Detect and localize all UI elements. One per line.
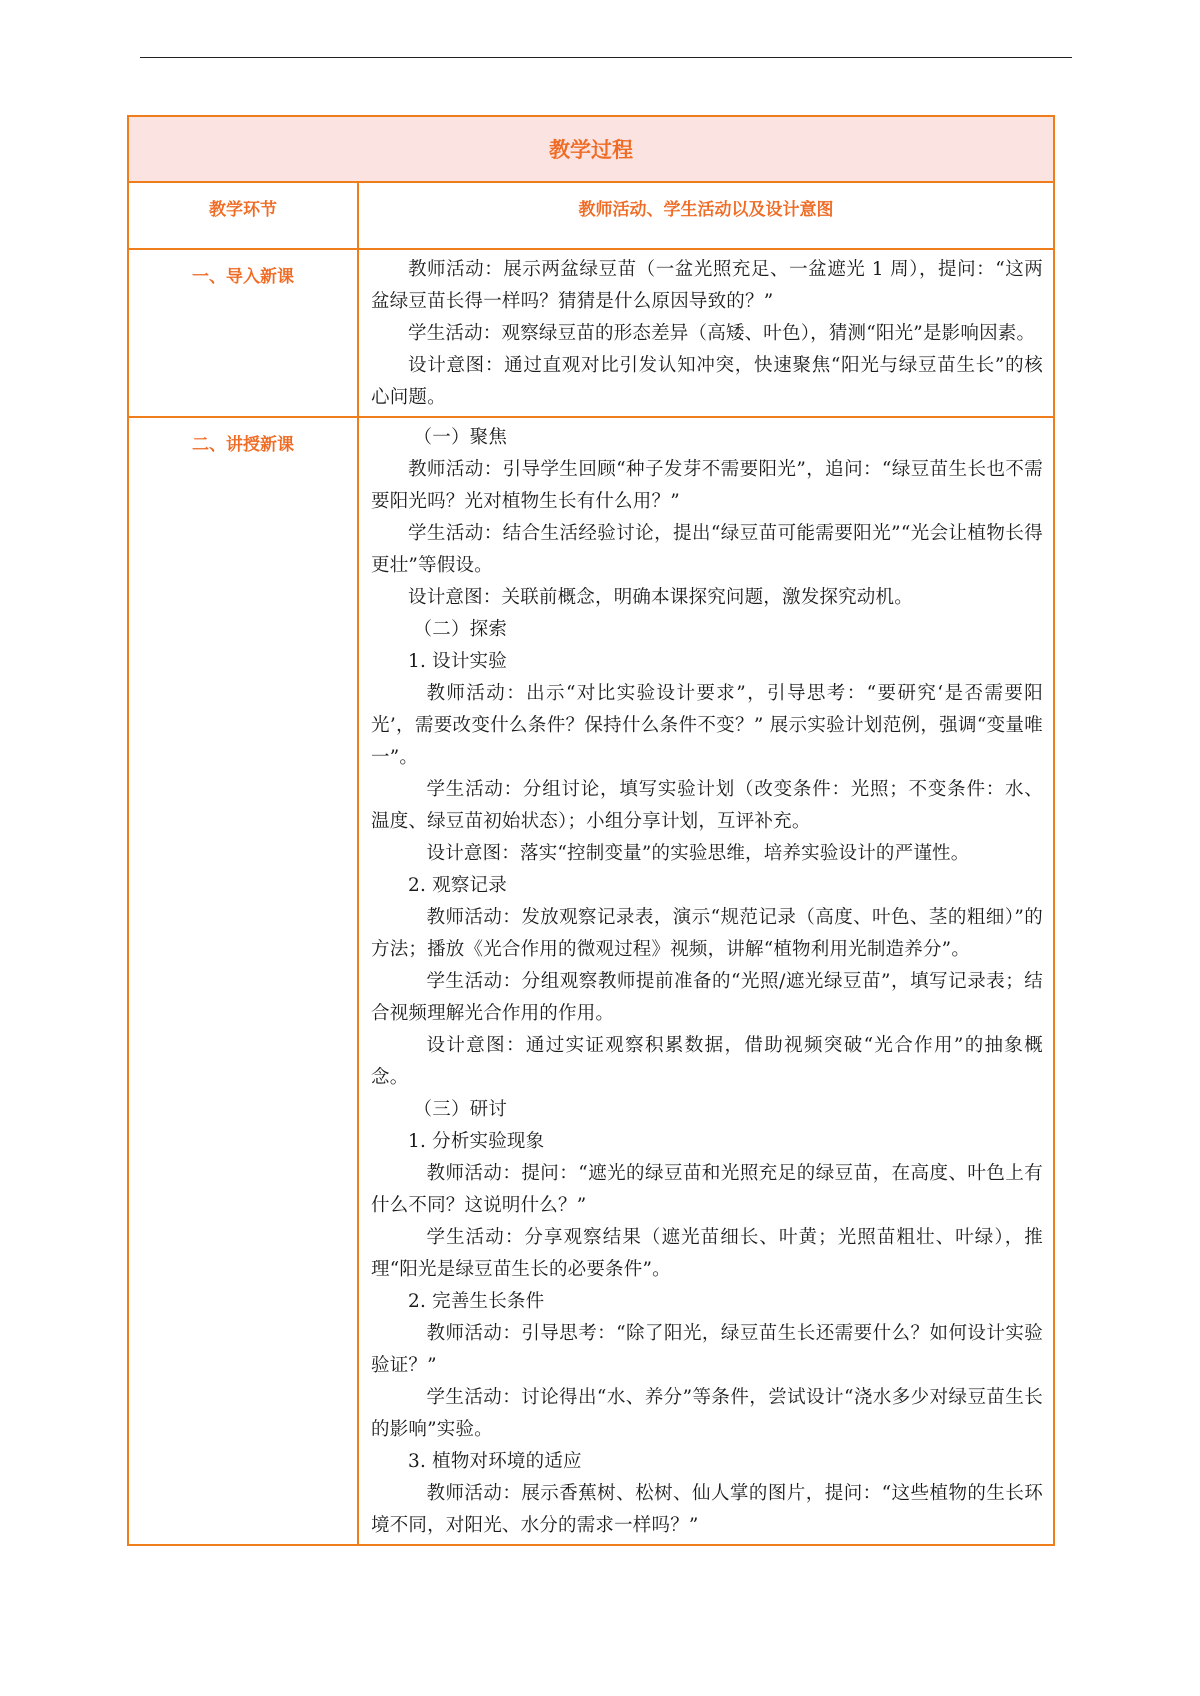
subsection-heading: 1. 分析实验现象 [408, 1131, 545, 1152]
paragraph: 教师活动：展示两盆绿豆苗（一盆光照充足、一盆遮光 1 周），提问：“这两盆绿豆苗长得一样吗？猜猜是什么原因导致的？” [371, 259, 1043, 312]
header-rule [140, 57, 1072, 58]
paragraph: 学生活动：分享观察结果（遮光苗细长、叶黄；光照苗粗壮、叶绿），推理“阳光是绿豆苗生长的必要条件”。 [371, 1227, 1043, 1280]
subsection-heading: 2. 观察记录 [408, 875, 507, 896]
paragraph: 设计意图：落实“控制变量”的实验思维，培养实验设计的严谨性。 [426, 843, 970, 864]
paragraph: 学生活动：分组讨论，填写实验计划（改变条件：光照；不变条件：水、温度、绿豆苗初始状态）；小组分享计划，互评补充。 [371, 779, 1043, 832]
lesson-process-table [127, 115, 1055, 1546]
paragraph: 教师活动：发放观察记录表，演示“规范记录（高度、叶色、茎的粗细）”的方法；播放《光合作用的微观过程》视频，讲解“植物利用光制造养分”。 [371, 907, 1043, 960]
paragraph: 学生活动：讨论得出“水、养分”等条件，尝试设计“浇水多少对绿豆苗生长的影响”实验。 [371, 1387, 1043, 1440]
paragraph: 教师活动：展示香蕉树、松树、仙人掌的图片，提问：“这些植物的生长环境不同，对阳光、水分的需求一样吗？” [371, 1483, 1043, 1536]
paragraph: 设计意图：通过实证观察积累数据，借助视频突破“光合作用”的抽象概念。 [371, 1035, 1043, 1088]
stage-label: 二、讲授新课 [128, 417, 358, 1545]
paragraph: 教师活动：引导思考：“除了阳光，绿豆苗生长还需要什么？如何设计实验验证？” [371, 1323, 1043, 1376]
section-heading: （一）聚焦 [413, 427, 508, 448]
subsection-heading: 3. 植物对环境的适应 [408, 1451, 582, 1472]
table-title: 教学过程 [128, 116, 1054, 182]
table-row [128, 417, 1054, 1545]
stage-label: 一、导入新课 [128, 249, 358, 417]
paragraph: 教师活动：提问：“遮光的绿豆苗和光照充足的绿豆苗，在高度、叶色上有什么不同？这说明什么？” [371, 1163, 1043, 1216]
subsection-heading: 1. 设计实验 [408, 651, 507, 672]
section-heading: （二）探索 [413, 619, 508, 640]
paragraph: 学生活动：观察绿豆苗的形态差异（高矮、叶色），猜测“阳光”是影响因素。 [408, 323, 1036, 344]
activities-cell [358, 249, 1054, 417]
paragraph: 学生活动：分组观察教师提前准备的“光照/遮光绿豆苗”，填写记录表；结合视频理解光合作用的作用。 [371, 971, 1043, 1024]
table-header-row [128, 182, 1054, 249]
paragraph: 教师活动：引导学生回顾“种子发芽不需要阳光”，追问：“绿豆苗生长也不需要阳光吗？光对植物生长有什么用？” [371, 459, 1043, 512]
subsection-heading: 2. 完善生长条件 [408, 1291, 545, 1312]
paragraph: 学生活动：结合生活经验讨论，提出“绿豆苗可能需要阳光”“光会让植物长得更壮”等假设。 [371, 523, 1043, 576]
paragraph: 教师活动：出示“对比实验设计要求”，引导思考：“要研究‘是否需要阳光’，需要改变什么条件？保持什么条件不变？” 展示实验计划范例，强调“变量唯一”。 [371, 683, 1043, 768]
table-row [128, 249, 1054, 417]
activities-cell [358, 417, 1054, 1545]
section-heading: （三）研讨 [413, 1099, 508, 1120]
column-header-activities: 教师活动、学生活动以及设计意图 [358, 182, 1054, 249]
paragraph: 设计意图：通过直观对比引发认知冲突，快速聚焦“阳光与绿豆苗生长”的核心问题。 [371, 355, 1043, 408]
column-header-stage: 教学环节 [128, 182, 358, 249]
table-title-row [128, 116, 1054, 182]
paragraph: 设计意图：关联前概念，明确本课探究问题，激发探究动机。 [408, 587, 913, 608]
